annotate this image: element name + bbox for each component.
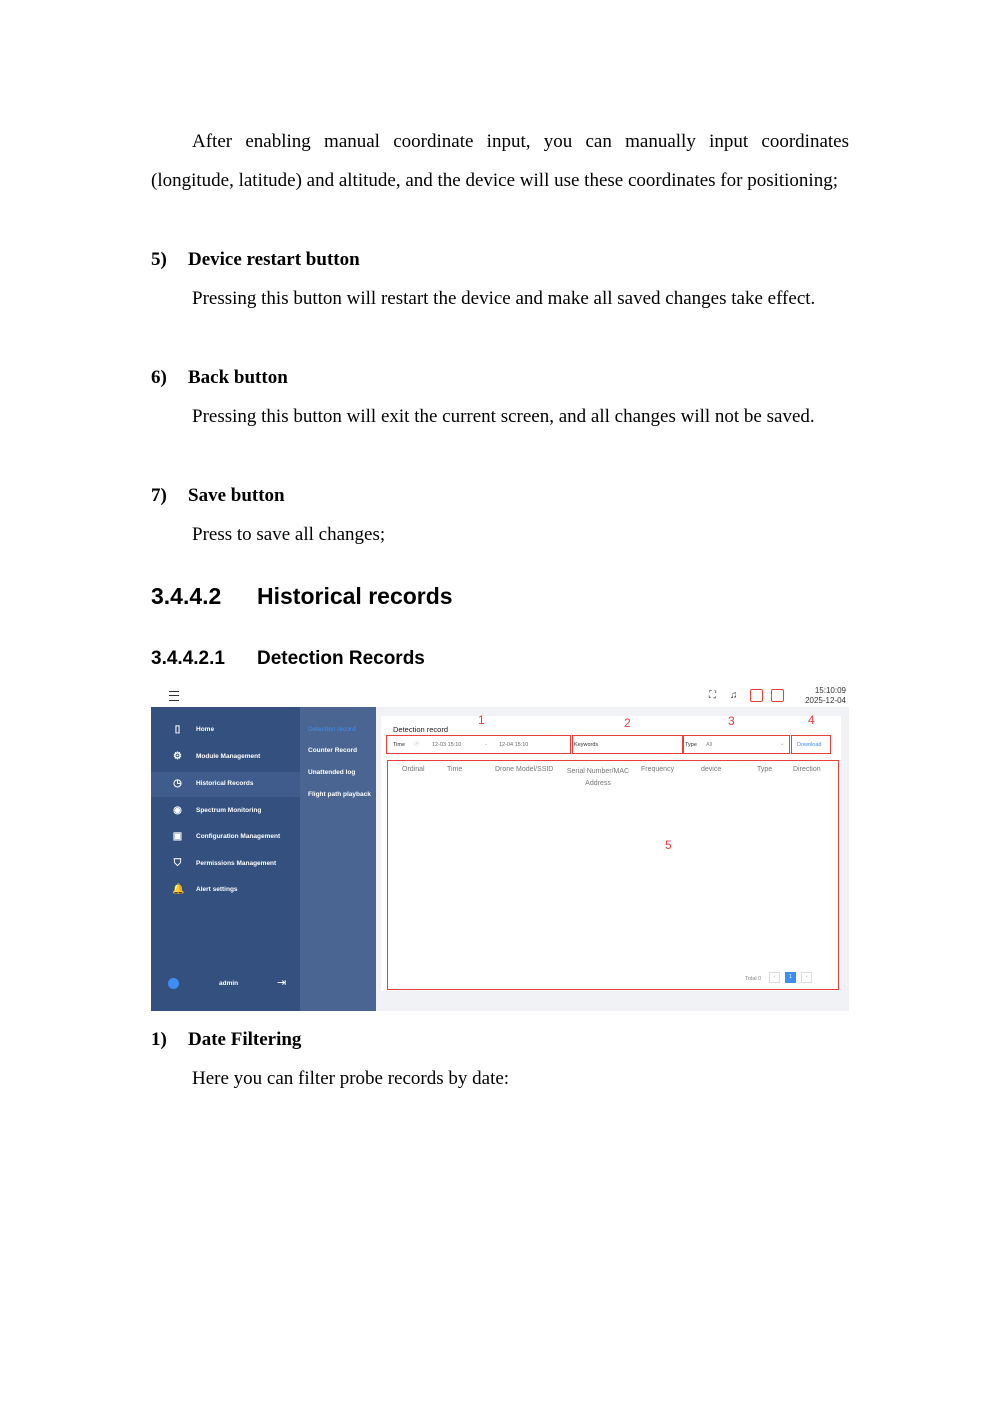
- submenu-detection-record[interactable]: Detection record: [308, 726, 356, 733]
- sidebar-item-alert-settings[interactable]: [151, 878, 300, 903]
- column-header-device: device: [701, 766, 722, 773]
- config-icon: ▣: [172, 831, 183, 842]
- module-icon: ⚙: [173, 751, 182, 762]
- pagination-page-1[interactable]: 1: [785, 972, 796, 983]
- annotation-3: 3: [728, 714, 735, 728]
- type-filter-box[interactable]: [682, 735, 790, 754]
- keywords-label: Keywords: [574, 742, 599, 748]
- item-number: 5): [151, 249, 167, 270]
- restart-description: Pressing this button will restart the device and make all saved changes take effect.: [192, 288, 816, 309]
- column-header-time: Time: [447, 766, 463, 773]
- item-number: 6): [151, 367, 167, 388]
- submenu-counter-record[interactable]: Counter Record: [308, 747, 358, 754]
- time-separator: -: [485, 742, 487, 748]
- hamburger-menu-icon[interactable]: [169, 691, 179, 701]
- sidebar-item-label: Permissions Management: [196, 860, 277, 867]
- logout-icon[interactable]: ⇥: [277, 977, 287, 989]
- section-number: 3.4.4.2.1: [151, 648, 225, 669]
- item-number: 7): [151, 485, 167, 506]
- user-avatar[interactable]: [168, 978, 179, 989]
- type-select-value[interactable]: All: [706, 742, 713, 748]
- detection-record-screenshot: [151, 685, 849, 1011]
- section-heading-historical: [151, 583, 453, 610]
- sidebar-item-label: Configuration Management: [196, 833, 281, 840]
- sidebar-item-configuration-management[interactable]: [151, 825, 300, 850]
- sidebar-item-spectrum-monitoring[interactable]: [151, 799, 300, 824]
- time-start[interactable]: 12-03 15:10: [432, 742, 462, 748]
- column-header-frequency: Frequency: [641, 766, 675, 773]
- download-button[interactable]: Download: [797, 742, 822, 748]
- date-filtering-heading: [151, 1028, 301, 1052]
- manual-coordinate-paragraph: After enabling manual coordinate input, you can manually input coordinates (longitude, latitude) and altitude, and the device will use these coordinates for positioning;: [151, 131, 849, 191]
- section-number: 3.4.4.2: [151, 583, 222, 609]
- section-heading-detection: [151, 648, 425, 670]
- column-header-direction: Direction: [793, 766, 821, 773]
- records-table-box: [387, 760, 839, 990]
- type-label: Type: [685, 742, 697, 748]
- sidebar-item-permissions-management[interactable]: [151, 852, 300, 877]
- item-label: Date Filtering: [188, 1029, 302, 1050]
- restart-button-heading: [151, 248, 360, 272]
- column-header-ordinal: Ordinal: [402, 766, 425, 773]
- submenu-unattended-log[interactable]: Unattended log: [308, 769, 356, 776]
- pagination-total: Total 0: [745, 976, 762, 982]
- pagination-next[interactable]: ›: [801, 972, 812, 983]
- clock: [805, 686, 846, 706]
- bell-icon: 🔔: [172, 884, 185, 895]
- item-label: Save button: [188, 485, 285, 506]
- alert-red-icon[interactable]: [750, 689, 763, 702]
- sidebar-item-historical-records[interactable]: [151, 772, 300, 797]
- save-button-heading: [151, 484, 285, 508]
- clock-time: 15:10:09: [814, 686, 846, 695]
- pagination-prev[interactable]: ‹: [769, 972, 780, 983]
- sidebar-item-home[interactable]: [151, 718, 300, 743]
- annotation-4: 4: [808, 713, 815, 727]
- sidebar-item-label: Historical Records: [196, 780, 254, 787]
- time-label: Time: [393, 742, 406, 748]
- section-title: Detection Records: [257, 648, 425, 669]
- column-header-serial-number: Serial Number/MAC Address: [566, 768, 630, 787]
- home-icon: ▯: [174, 724, 181, 735]
- annotation-1: 1: [478, 713, 485, 727]
- chevron-down-icon: ⌄: [780, 741, 785, 747]
- fullscreen-icon[interactable]: ⛶: [709, 690, 716, 701]
- item-label: Back button: [188, 367, 288, 388]
- shield-icon: ⛉: [173, 858, 182, 869]
- detection-record-panel: [381, 713, 841, 991]
- screen-red-icon[interactable]: [771, 689, 784, 702]
- column-header-type: Type: [757, 766, 773, 773]
- item-label: Device restart button: [188, 249, 360, 270]
- history-icon: ◷: [173, 778, 182, 789]
- sidebar-item-label: Home: [196, 726, 215, 733]
- sidebar-item-label: Module Management: [196, 753, 261, 760]
- notification-bell-icon[interactable]: ♫: [730, 690, 738, 701]
- sidebar-item-module-management[interactable]: [151, 745, 300, 770]
- column-header-drone-model: Drone Model/SSID: [495, 766, 554, 773]
- clock-icon: ◷: [414, 741, 419, 747]
- username: admin: [219, 980, 239, 987]
- back-button-heading: [151, 366, 288, 390]
- save-description: Press to save all changes;: [192, 524, 386, 545]
- back-description: Pressing this button will exit the current screen, and all changes will not be saved.: [192, 406, 815, 427]
- submenu-flight-path-playback[interactable]: Flight path playback: [308, 791, 371, 798]
- item-number: 1): [151, 1029, 167, 1050]
- panel-title: Detection record: [393, 725, 449, 734]
- annotation-5: 5: [665, 838, 672, 852]
- section-title: Historical records: [257, 583, 453, 609]
- sidebar-item-label: Spectrum Monitoring: [196, 807, 262, 814]
- date-filtering-description: Here you can filter probe records by date:: [192, 1068, 510, 1089]
- sidebar-item-label: Alert settings: [196, 886, 238, 893]
- clock-date: 2025-12-04: [805, 696, 846, 705]
- annotation-2: 2: [624, 716, 631, 730]
- time-end[interactable]: 12-04 15:10: [499, 742, 529, 748]
- top-bar: [151, 685, 849, 707]
- spectrum-icon: ◉: [173, 805, 182, 816]
